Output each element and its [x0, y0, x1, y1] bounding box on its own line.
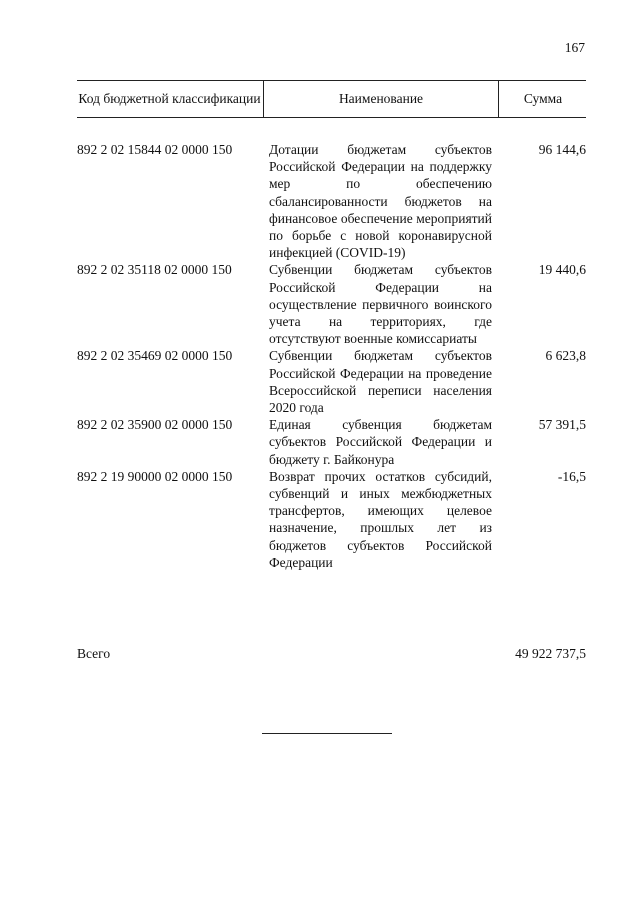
row-name: Возврат прочих остатков субсидий, субвенций и иных межбюджетных трансфертов, имеющих целевое назначение, прошлых лет из бюджетов субъектов Российской Федерации: [269, 468, 492, 570]
row-sum: 6 623,8: [545, 348, 586, 364]
table-header: [77, 80, 586, 118]
end-divider: [262, 733, 392, 734]
row-code: 892 2 02 35469 02 0000 150: [77, 348, 233, 364]
row-sum: -16,5: [557, 468, 586, 484]
table-row: [77, 468, 586, 571]
header-code: Код бюджетной классификации: [78, 91, 261, 106]
header-name: Наименование: [263, 81, 498, 117]
row-sum: 57 391,5: [538, 417, 586, 433]
total-value: 49 922 737,5: [515, 646, 586, 661]
row-code: 892 2 02 35118 02 0000 150: [77, 262, 232, 278]
total-row: [77, 646, 586, 666]
table-row: [77, 261, 586, 347]
row-name: Субвенции бюджетам субъектов Российской Федерации на проведение Всероссийской переписи населения 2020 года: [269, 348, 492, 416]
table-row: [77, 416, 586, 468]
row-sum: 19 440,6: [538, 262, 586, 278]
table-body: [77, 141, 586, 571]
table-row: [77, 141, 586, 261]
page-number: 167: [564, 40, 585, 55]
row-name: Субвенции бюджетам субъектов Российской Федерации на осуществление первичного воинского учета на территориях, где отсутствуют военные комиссариаты: [269, 262, 492, 347]
total-label: Всего: [77, 646, 111, 661]
row-name: Дотации бюджетам субъектов Российской Федерации на поддержку мер по обеспечению сбалансированности бюджетов на финансовое обеспечение мероприятий по борьбе с новой коронавирусной инфекцией (COVID-19): [269, 142, 492, 261]
table-row: [77, 347, 586, 416]
row-name: Единая субвенция бюджетам субъектов Российской Федерации и бюджету г. Байконура: [269, 417, 492, 467]
row-code: 892 2 19 90000 02 0000 150: [77, 468, 233, 484]
row-sum: 96 144,6: [538, 142, 586, 157]
row-code: 892 2 02 35900 02 0000 150: [77, 417, 233, 433]
row-code: 892 2 02 15844 02 0000 150: [77, 142, 233, 157]
header-sum: Сумма: [498, 81, 587, 117]
